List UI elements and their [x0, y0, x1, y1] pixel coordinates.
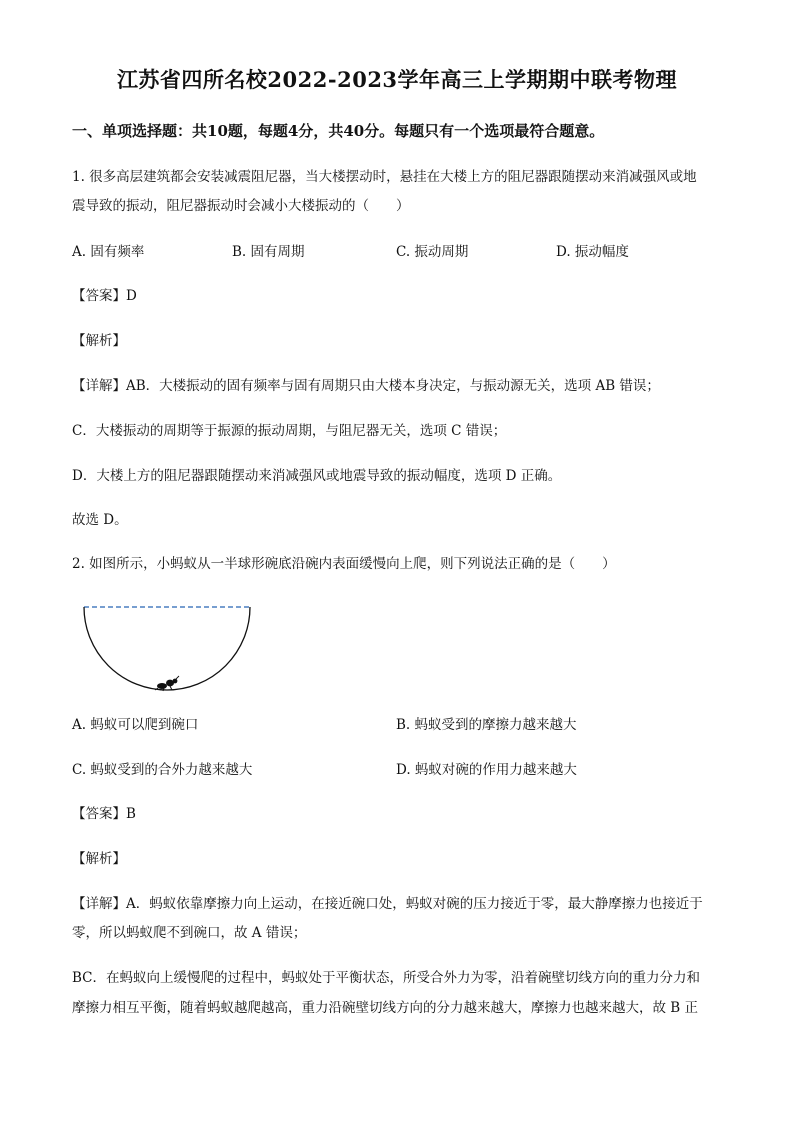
q1-answer-label: 【答案】 — [72, 288, 126, 304]
section-heading: 一、单项选择题：共10题，每题4分，共40分。每题只有一个选项最符合题意。 — [72, 122, 605, 140]
q2-detail-line1: 【详解】A．蚂蚁依靠摩擦力向上运动，在接近碗口处，蚂蚁对碗的压力接近于零，最大静摩擦力也接近于 — [72, 896, 703, 912]
q2-analysis-label: 【解析】 — [72, 851, 126, 867]
q2-answer-label: 【答案】 — [72, 806, 126, 822]
q1-answer-value: D — [126, 288, 137, 304]
q2-stem: 2. 如图所示，小蚂蚁从一半球形碗底沿碗内表面缓慢向上爬，则下列说法正确的是（ ） — [72, 556, 616, 572]
page-title: 江苏省四所名校2022-2023学年高三上学期期中联考物理 — [116, 67, 678, 92]
q1-stem-line1: 1. 很多高层建筑都会安装减震阻尼器，当大楼摆动时，悬挂在大楼上方的阻尼器跟随摆动来消减强风或地 — [72, 169, 697, 185]
q1-option-b: B. 固有周期 — [232, 244, 305, 260]
q2-option-d: D. 蚂蚁对碗的作用力越来越大 — [396, 762, 577, 778]
ant-icon — [155, 676, 179, 691]
q1-option-a: A. 固有频率 — [72, 244, 145, 260]
q2-option-c: C. 蚂蚁受到的合外力越来越大 — [72, 762, 253, 778]
q2-option-a: A. 蚂蚁可以爬到碗口 — [72, 717, 199, 733]
q1-option-d: D. 振动幅度 — [556, 244, 629, 260]
hemispherical-bowl-figure — [78, 600, 256, 696]
q1-detail-line3: D．大楼上方的阻尼器跟随摆动来消减强风或地震导致的振动幅度，选项 D 正确。 — [72, 468, 562, 484]
q1-option-c: C. 振动周期 — [396, 244, 469, 260]
q1-analysis-label: 【解析】 — [72, 333, 126, 349]
q2-answer — [72, 803, 722, 826]
q1-stem-line2: 震导致的振动，阻尼器振动时会减小大楼振动的（ ） — [72, 198, 410, 214]
bowl-arc — [84, 607, 250, 690]
q1-detail-line1: 【详解】AB．大楼振动的固有频率与固有周期只由大楼本身决定，与振动源无关，选项 AB 错误； — [72, 378, 660, 394]
q2-answer-value: B — [126, 806, 136, 822]
q1-detail-line2: C．大楼振动的周期等于振源的振动周期，与阻尼器无关，选项 C 错误； — [72, 423, 507, 439]
q2-detail-line4: 摩擦力相互平衡，随着蚂蚁越爬越高，重力沿碗壁切线方向的分力越来越大，摩擦力也越来越大，故 B 正 — [72, 1000, 699, 1016]
q1-conclusion: 故选 D。 — [72, 512, 128, 528]
q2-option-b: B. 蚂蚁受到的摩擦力越来越大 — [396, 717, 577, 733]
q1-answer — [72, 285, 722, 308]
q2-detail-line3: BC．在蚂蚁向上缓慢爬的过程中，蚂蚁处于平衡状态，所受合外力为零，沿着碗壁切线方向的重力分力和 — [72, 970, 700, 986]
q2-detail-line2: 零，所以蚂蚁爬不到碗口，故 A 错误； — [72, 925, 307, 941]
